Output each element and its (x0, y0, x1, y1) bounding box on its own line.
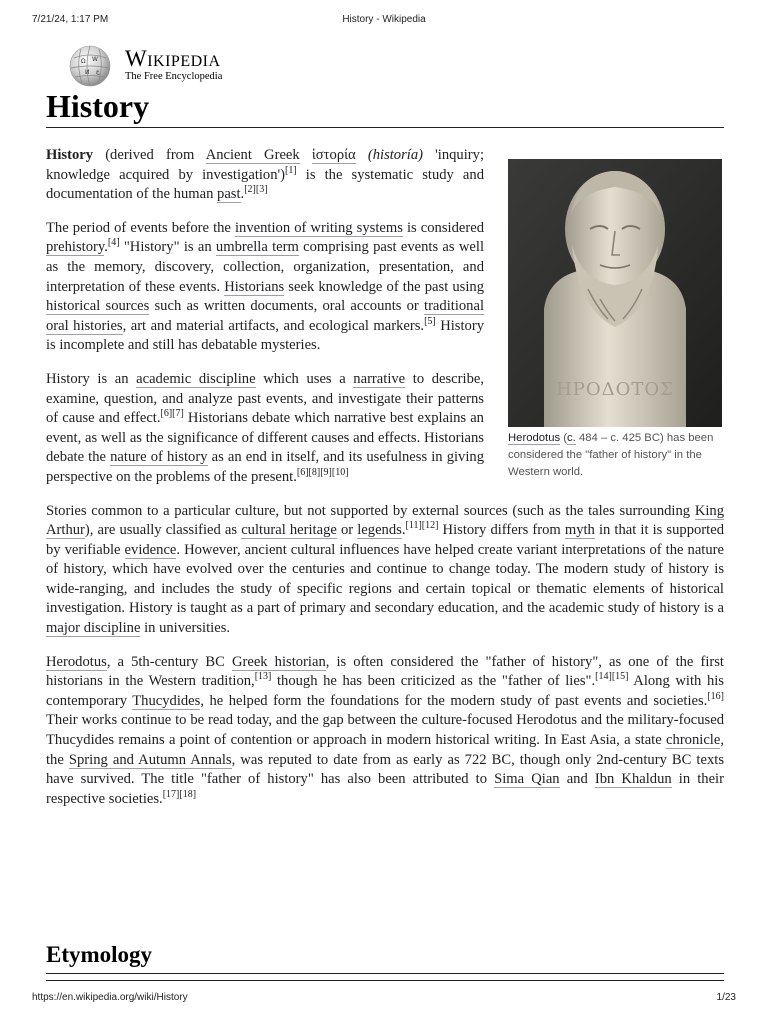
print-datetime: 7/21/24, 1:17 PM (32, 14, 109, 25)
citation-ref[interactable]: [3] (255, 184, 268, 196)
link-herodotus-caption[interactable]: Herodotus (508, 432, 561, 444)
article-body (46, 146, 724, 823)
link-invention-of-writing[interactable]: invention of writing systems (234, 219, 403, 236)
print-url: https://en.wikipedia.org/wiki/History (32, 992, 188, 1003)
citation-ref[interactable]: [6] (296, 467, 309, 479)
infobox (508, 159, 724, 481)
link-nature-of-history[interactable]: nature of history (110, 449, 208, 466)
link-myth[interactable]: myth (564, 522, 595, 539)
herodotus-bust-image[interactable] (508, 159, 722, 427)
citation-ref[interactable]: [5] (424, 315, 436, 327)
link-spring-and-autumn-annals[interactable]: Spring and Autumn Annals (68, 751, 232, 768)
citation-ref[interactable]: [4] (107, 237, 120, 249)
link-ibn-khaldun[interactable]: Ibn Khaldun (594, 771, 672, 788)
citation-ref[interactable]: [6] (160, 408, 173, 420)
link-historical-sources[interactable]: historical sources (46, 298, 150, 315)
paragraph-intro: History (derived from Ancient Greek ἱστορία (historía) 'inquiry; knowledge acquired by investigation')[1] is the systematic study and documentation of the human past.[2][3] (46, 147, 484, 203)
page-title: History (46, 88, 150, 124)
link-prehistory[interactable]: prehistory (46, 239, 105, 256)
link-thucydides[interactable]: Thucydides (132, 692, 201, 709)
bust-inscription: ΗΡΟΔΟΤΟΣ (556, 379, 674, 400)
title-divider (46, 127, 724, 128)
citation-ref[interactable]: [14] (595, 671, 612, 683)
citation-ref[interactable]: [10] (331, 467, 349, 479)
link-major-discipline[interactable]: major discipline (46, 620, 141, 637)
link-circa[interactable]: c. (567, 432, 576, 444)
citation-ref[interactable]: [16] (707, 690, 724, 702)
link-historia[interactable]: ἱστορία (311, 147, 356, 163)
link-ancient-greek[interactable]: Ancient Greek (205, 147, 300, 163)
citation-ref[interactable]: [7] (172, 408, 184, 420)
svg-text:W: W (92, 56, 98, 63)
link-umbrella-term[interactable]: umbrella term (215, 239, 299, 256)
wordmark: Wikipedia (125, 46, 221, 71)
link-cultural-heritage[interactable]: cultural heritage (241, 522, 337, 539)
link-past[interactable]: past (217, 186, 241, 203)
link-chronicle[interactable]: chronicle (666, 732, 721, 749)
paragraph-culture: Stories common to a particular culture, but not supported by external sources (such as the tales surrounding King Arthur), are usually classified as cultural heritage or legends.[11][12] History differs from myth in that it is supported by verifiable evidence. However, ancient cultural influences have helped create variant interpretations of the nature of history, which have evolved over the centuries and continue to change today. The modern study of history is wide-ranging, and includes the study of specific regions and certain topical or thematic elements of historical investigation. History is taught as a part of primary and secondary education, and the academic study of history is a major discipline in universities. (46, 502, 724, 637)
wikipedia-logo[interactable] (66, 44, 246, 88)
svg-text:И: И (85, 69, 90, 76)
paragraph-herodotus: Herodotus, a 5th-century BC Greek historian, is often considered the "father of history", as one of the first historians in the Western tradition,[13] though he has been criticized as the "father of lies".[14][15] Along with his contemporary Thucydides, he helped form the foundations for the modern study of past events and societies.[16] Their works continue to be read today, and the gap between the culture-focused Herodotus and the military-focused Thucydides remains a point of contention or approach in modern historical writing. In East Asia, a state chronicle, the Spring and Autumn Annals, was reputed to date from as early as 722 BC, though only 2nd-century BC texts have survived. The title "father of history" has also been attributed to Sima Qian and Ibn Khaldun in their respective societies.[17][18] (46, 653, 724, 807)
link-traditional-oral-histories[interactable]: traditional oral histories (46, 298, 484, 334)
citation-ref[interactable]: [13] (254, 671, 272, 683)
print-footer (32, 992, 736, 1006)
svg-text:ع: ع (96, 68, 100, 75)
svg-text:Ω: Ω (81, 58, 86, 65)
citation-ref[interactable]: [11] (405, 520, 422, 532)
link-greek-historian[interactable]: Greek historian (231, 653, 326, 670)
citation-ref[interactable]: [8] (308, 467, 321, 479)
link-herodotus[interactable]: Herodotus (46, 653, 107, 670)
section-divider (46, 980, 724, 981)
print-header (32, 14, 736, 28)
print-doc-title: History - Wikipedia (342, 14, 426, 25)
tagline: The Free Encyclopedia (125, 71, 223, 82)
citation-ref[interactable]: [12] (421, 520, 439, 532)
paragraph-prehistory: The period of events before the invention of writing systems is considered prehistory.[4] "History" is an umbrella term comprising past events as well as the memory, discovery, collection, organization, presentation, and interpretation of these events. Historians seek knowledge of the past using historical sources such as written documents, oral accounts or traditional oral histories, art and material artifacts, and ecological markers.[5] History is incomplete and still has debatable mysteries. (46, 219, 485, 354)
link-historians[interactable]: Historians (224, 278, 285, 295)
globe-puzzle-icon (66, 44, 114, 88)
link-academic-discipline[interactable]: academic discipline (136, 370, 256, 387)
citation-ref[interactable]: [18] (179, 788, 197, 800)
link-legends[interactable]: legends (357, 522, 402, 539)
citation-ref[interactable]: [9] (320, 467, 332, 479)
link-sima-qian[interactable]: Sima Qian (494, 771, 560, 788)
citation-ref[interactable]: [15] (611, 671, 629, 683)
citation-ref[interactable]: [2] (244, 184, 256, 196)
paragraph-discipline: History is an academic discipline which uses a narrative to describe, examine, question, and analyze past events, and investigate their patterns of cause and effect.[6][7] Historians debate which narrative best explains an event, as well as the significance of different causes and effects. Historians debate the nature of history as an end in itself, and its usefulness in giving perspective on the problems of the present.[6][8][9][10] (46, 370, 484, 485)
print-page-number: 1/23 (716, 992, 736, 1003)
link-narrative[interactable]: narrative (353, 370, 406, 387)
citation-ref[interactable]: [17] (162, 788, 180, 800)
section-heading-etymology: Etymology (46, 942, 153, 967)
infobox-caption: Herodotus (c. 484 – c. 425 BC) has been considered the "father of history" in the Western world. (508, 432, 714, 478)
citation-ref[interactable]: [1] (285, 164, 297, 176)
section-divider (46, 973, 724, 974)
link-evidence[interactable]: evidence (124, 541, 177, 558)
link-king-arthur[interactable]: King Arthur (46, 502, 724, 539)
